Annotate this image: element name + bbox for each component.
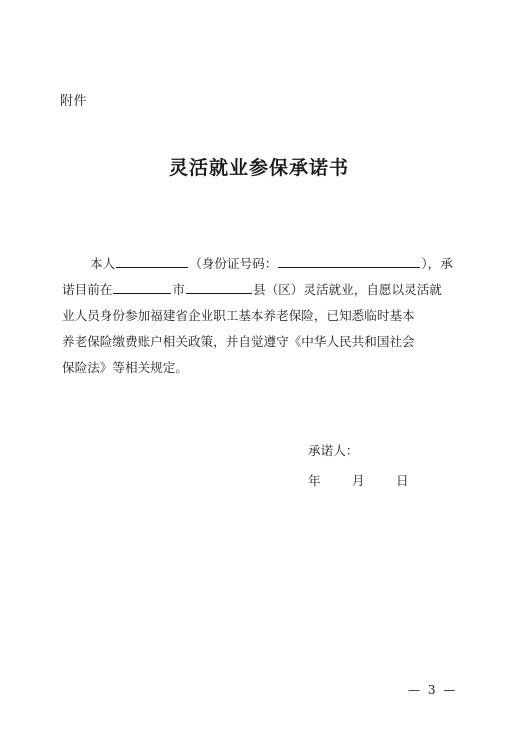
attachment-label: 附件: [60, 94, 88, 109]
document-title: 灵活就业参保承诺书: [168, 157, 349, 179]
text-currently-in: 诺目前在: [62, 282, 113, 297]
text-self: 本人: [90, 256, 116, 271]
signatory-label: 承诺人：: [308, 443, 359, 458]
date-month: 月: [352, 473, 365, 488]
commitment-body: [62, 251, 470, 381]
city-blank[interactable]: [113, 280, 171, 294]
body-line-3: 业人员身份参加福建省企业职工基本养老保险，已知悉临时基本: [62, 308, 415, 323]
date-year: 年: [308, 473, 321, 488]
date-line: [308, 470, 409, 489]
body-line-4: 养老保险缴费账户相关政策，并自觉遵守《中华人民共和国社会: [62, 334, 415, 349]
text-id-suffix: ），承: [421, 256, 453, 271]
id-number-blank[interactable]: [278, 254, 420, 268]
name-blank[interactable]: [116, 254, 188, 268]
text-county-flexible: 县（区）灵活就业，自愿以灵活就: [252, 282, 442, 297]
body-line-5: 保险法》等相关规定。: [62, 360, 188, 375]
page-number: — 3 —: [408, 683, 458, 697]
body-line-1: [62, 251, 470, 277]
text-city: 市: [172, 282, 185, 297]
text-id-prefix: （身份证号码：: [189, 256, 278, 271]
body-line-2: [62, 277, 470, 303]
date-day: 日: [396, 473, 409, 488]
county-blank[interactable]: [186, 280, 252, 294]
